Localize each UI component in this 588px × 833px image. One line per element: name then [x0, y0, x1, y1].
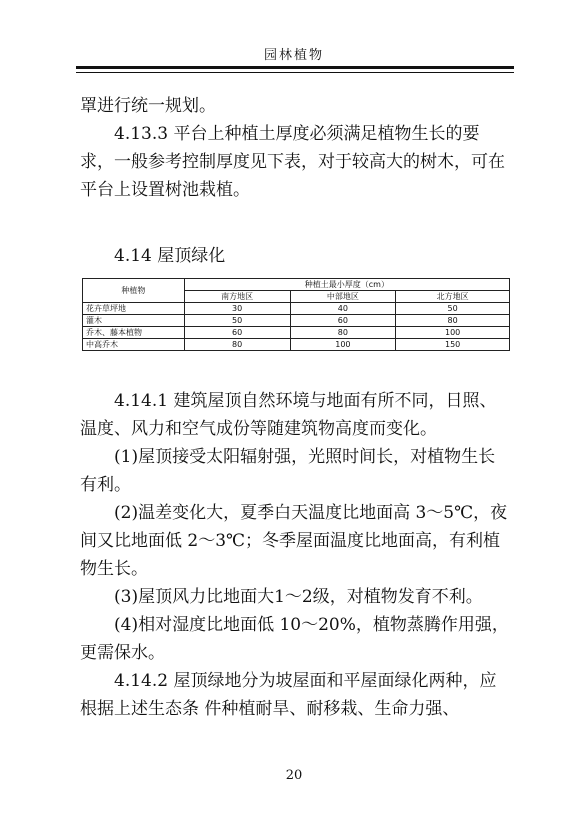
table-cell: 80 [184, 339, 290, 351]
table-row [83, 303, 510, 315]
table-corner-label: 种植物 [83, 279, 185, 303]
table-header-row [83, 279, 510, 291]
table-cell: 100 [290, 339, 396, 351]
header-title: 园林植物 [263, 48, 324, 63]
paragraph-item-3: (3)屋顶风力比地面大1～2级，对植物发育不利。 [114, 587, 483, 607]
header-rule-thin [76, 72, 514, 73]
soil-thickness-table [82, 278, 510, 351]
table-row [83, 315, 510, 327]
paragraph-item-2: (2)温差变化大，夏季白天温度比地面高 3～5℃，夜间又比地面低 2～3℃；冬季屋面温度比地面高，有利植物生长。 [80, 503, 508, 579]
page-number: 20 [285, 768, 303, 783]
table-cell: 100 [396, 327, 510, 339]
paragraph-item-1: (1)屋顶接受太阳辐射强，光照时间长，对植物生长有利。 [80, 447, 496, 495]
row-label: 灌木 [83, 315, 185, 327]
header-rule-thick [76, 66, 514, 69]
table-cell: 30 [184, 303, 290, 315]
row-label: 花卉草坪地 [83, 303, 185, 315]
table-group-header: 种植土最小厚度（cm） [184, 279, 509, 291]
table-cell: 50 [396, 303, 510, 315]
table-row [83, 327, 510, 339]
row-label: 中高乔木 [83, 339, 185, 351]
table-cell: 60 [184, 327, 290, 339]
table-cell: 80 [290, 327, 396, 339]
region-header: 北方地区 [396, 291, 510, 303]
paragraph-4-14-2: 4.14.2 屋顶绿地分为坡屋面和平屋面绿化两种，应根据上述生态条 件种植耐旱、耐移栽、生命力强、 [80, 671, 497, 719]
paragraph-4-14-1: 4.14.1 建筑屋顶自然环境与地面有所不同，日照、温度、风力和空气成份等随建筑物高度而变化。 [80, 391, 497, 439]
section-heading-4-14: 4.14 屋顶绿化 [114, 246, 226, 266]
paragraph-continuation: 罩进行统一规划。 [80, 96, 216, 116]
row-label: 乔木、藤本植物 [83, 327, 185, 339]
table-cell: 50 [184, 315, 290, 327]
table-cell: 40 [290, 303, 396, 315]
table-cell: 150 [396, 339, 510, 351]
paragraph-4-13-3: 4.13.3 平台上种植土厚度必须满足植物生长的要求，一般参考控制厚度见下表，对于较高大的树木，可在平台上设置树池栽植。 [80, 124, 505, 200]
region-header: 中部地区 [290, 291, 396, 303]
table-row [83, 339, 510, 351]
region-header: 南方地区 [184, 291, 290, 303]
table-cell: 80 [396, 315, 510, 327]
paragraph-item-4: (4)相对湿度比地面低 10～20%，植物蒸腾作用强，更需保水。 [80, 615, 509, 663]
table-cell: 60 [290, 315, 396, 327]
